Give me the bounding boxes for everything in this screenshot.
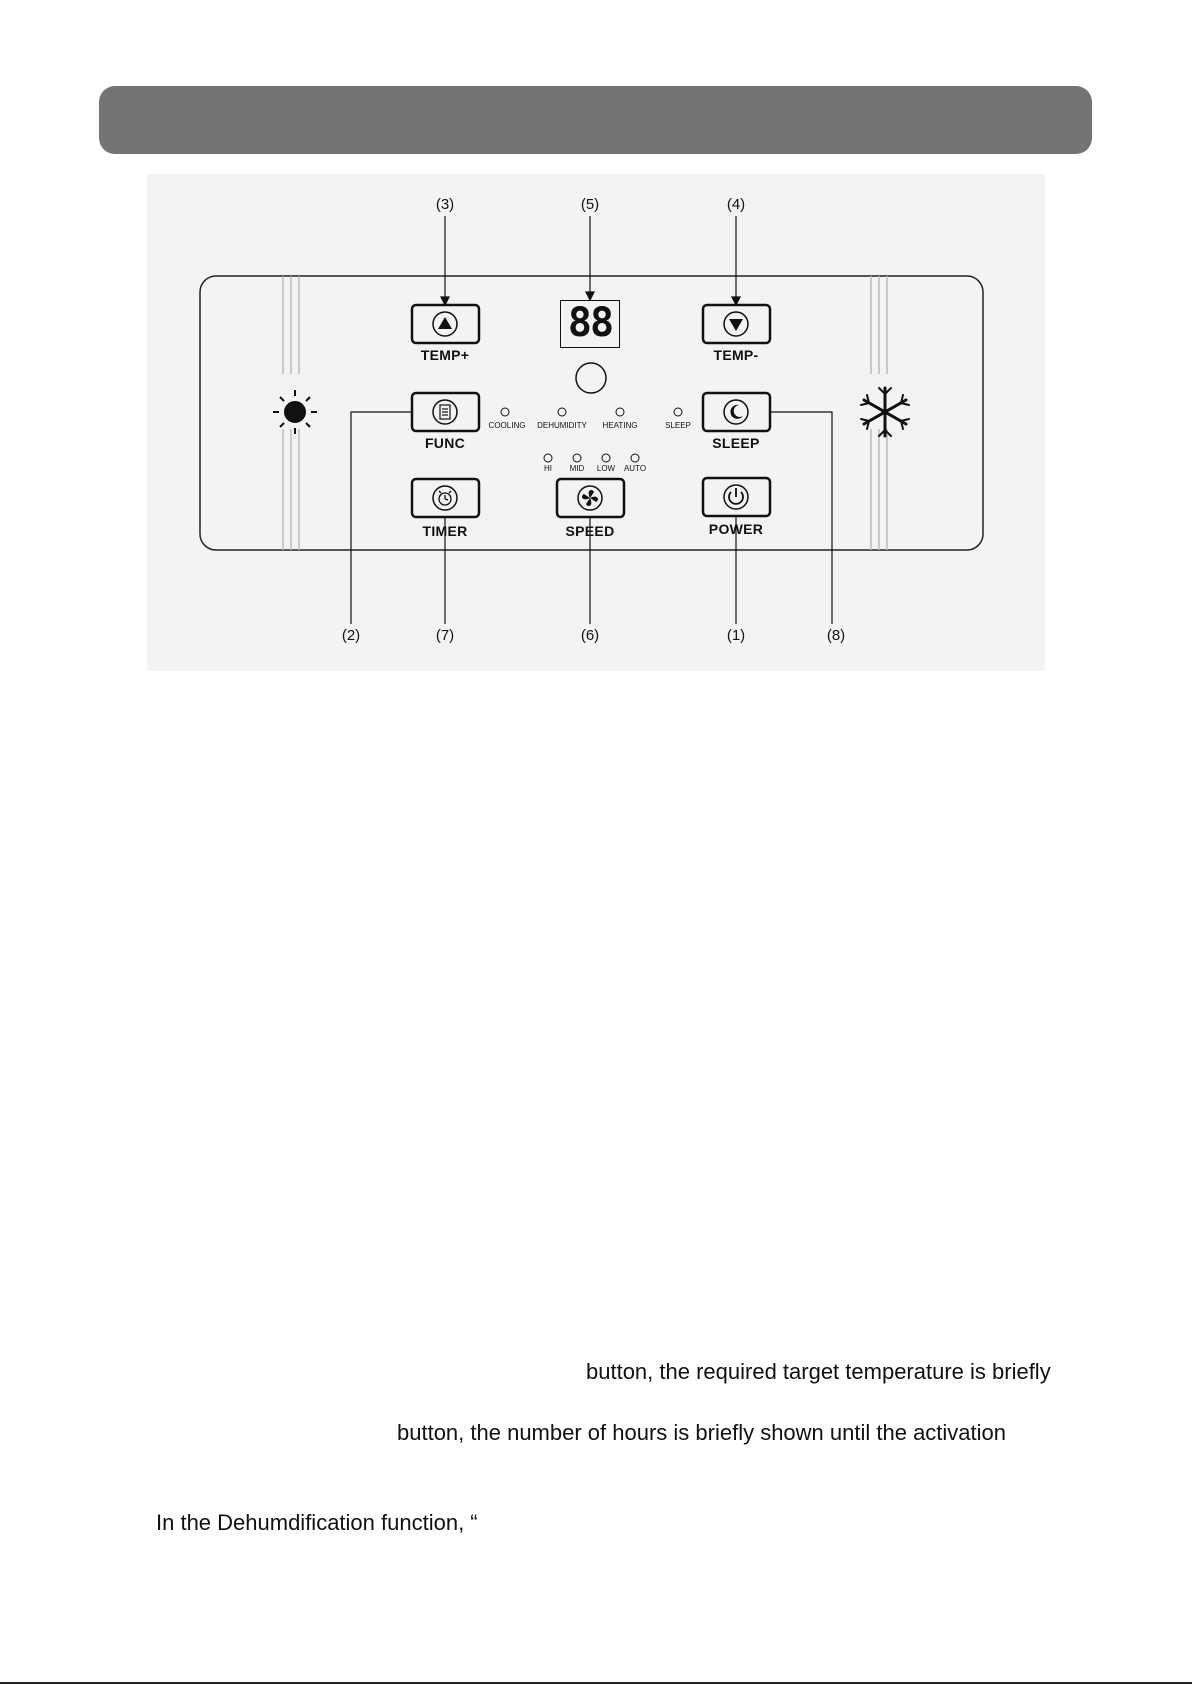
temperature-display: 88 (560, 300, 620, 348)
body-text-line-2: button, the number of hours is briefly shown until the activation (397, 1420, 1007, 1445)
heating-led (616, 408, 624, 416)
sun-icon (273, 390, 317, 434)
body-text-line-1: button, the required target temperature is briefly (586, 1359, 1051, 1384)
low-label: LOW (596, 464, 616, 473)
timer-label: TIMER (422, 523, 468, 539)
heating-label: HEATING (602, 421, 638, 430)
callout-4: (4) (726, 196, 746, 213)
section-header-bar (99, 86, 1092, 154)
dehumidity-led (558, 408, 566, 416)
mid-label: MID (569, 464, 585, 473)
callout-8: (8) (826, 627, 846, 644)
control-panel-figure (147, 174, 1045, 671)
low-led (602, 454, 610, 462)
temp-minus-label: TEMP- (713, 347, 759, 363)
callout-6: (6) (580, 627, 600, 644)
hi-label: HI (544, 464, 552, 473)
callout-2: (2) (341, 627, 361, 644)
snowflake-icon (861, 388, 909, 436)
page-bottom-rule (0, 1682, 1192, 1684)
body-text-line-3: In the Dehumdification function, “ (156, 1510, 478, 1535)
cooling-led (501, 408, 509, 416)
func-label: FUNC (424, 435, 466, 451)
cooling-label: COOLING (488, 421, 526, 430)
control-panel-drawing (147, 174, 1045, 671)
hi-led (544, 454, 552, 462)
mid-led (573, 454, 581, 462)
callout-5: (5) (580, 196, 600, 213)
speed-label: SPEED (565, 523, 615, 539)
sleep-button (703, 393, 770, 431)
auto-led (631, 454, 639, 462)
power-label: POWER (708, 521, 764, 537)
sensor-circle (576, 363, 606, 393)
temp-plus-label: TEMP+ (420, 347, 470, 363)
callout-7: (7) (435, 627, 455, 644)
auto-label: AUTO (623, 464, 647, 473)
callout-1: (1) (726, 627, 746, 644)
dehumidity-label: DEHUMIDITY (537, 421, 587, 430)
sleep-indicator-label: SLEEP (665, 421, 691, 430)
sleep-label: SLEEP (712, 435, 760, 451)
callout-3: (3) (435, 196, 455, 213)
sleep-led (674, 408, 682, 416)
